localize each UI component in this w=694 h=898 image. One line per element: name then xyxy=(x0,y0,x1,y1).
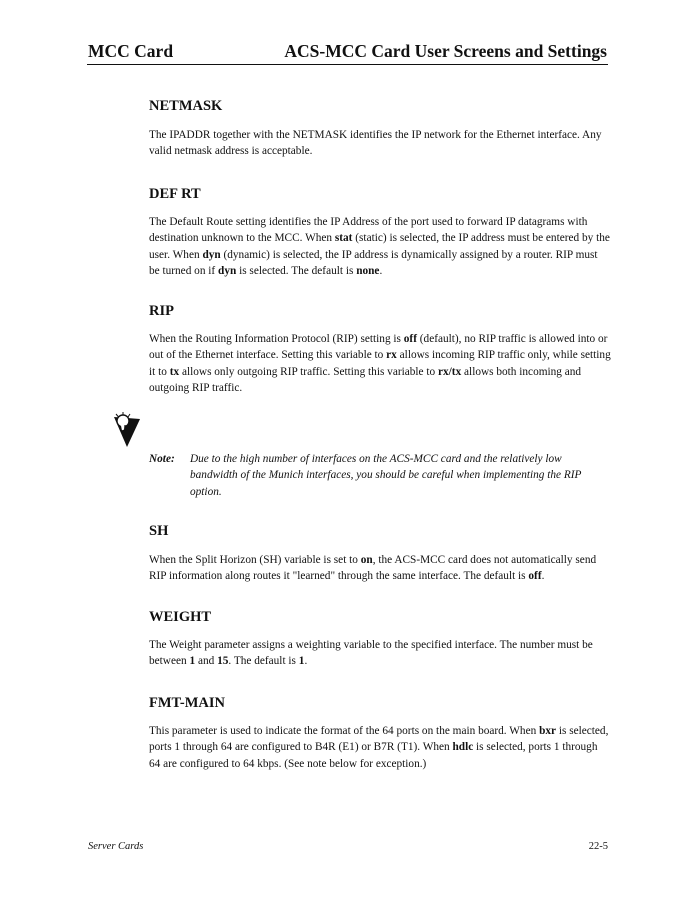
text-run: allows both incoming and outgoing RIP traffic. xyxy=(149,365,582,395)
section-heading: DEF RT xyxy=(149,186,201,202)
text-run: , the ACS-MCC card does not automatically send RIP information along routes it "learned" through the same interface. The default is xyxy=(149,554,597,583)
bold-term: rx/tx xyxy=(438,365,462,378)
bold-term: rx xyxy=(386,349,397,362)
text-run: This parameter is used to indicate the format of the 64 ports on the main board. When xyxy=(149,725,540,737)
note-text: Due to the high number of interfaces on the ACS-MCC card and the relatively low bandwidth of the Munich interfaces, you should be careful when implementing the RIP option. xyxy=(190,453,582,498)
section-heading: FMT-MAIN xyxy=(149,695,225,711)
bold-term: 15 xyxy=(217,655,229,668)
bold-term: hdlc xyxy=(452,741,474,754)
section-paragraph xyxy=(149,214,611,280)
page-number: 22-5 xyxy=(588,841,608,852)
text-run: allows incoming RIP traffic only, while setting it to xyxy=(149,349,611,378)
bold-term: on xyxy=(360,554,373,566)
section-heading: NETMASK xyxy=(149,98,223,114)
text-run: is selected. The default is xyxy=(236,265,357,278)
section-paragraph xyxy=(149,331,611,397)
section-paragraph xyxy=(149,552,611,585)
text-run: and xyxy=(195,655,218,668)
bold-term: 1 xyxy=(189,655,196,668)
bold-term: dyn xyxy=(218,265,237,278)
bold-term: none xyxy=(356,265,380,278)
section-paragraph xyxy=(149,637,611,670)
bold-term: off xyxy=(528,570,542,583)
text-run: is selected, ports 1 through 64 are configured to 64 kbps. (See note below for exception.) xyxy=(149,741,598,770)
text-run: is selected, ports 1 through 64 are configured to B4R (E1) or B7R (T1). When xyxy=(149,725,609,754)
text-run: . xyxy=(541,570,545,583)
text-run: The Weight parameter assigns a weighting variable to the specified interface. The number must be between xyxy=(149,639,593,668)
bold-term: stat xyxy=(334,232,353,245)
text-run: (dynamic) is selected, the IP address is dynamically assigned by a router. RIP must be turned on if xyxy=(149,248,598,278)
bold-term: off xyxy=(403,333,417,345)
header-right-title: ACS-MCC Card User Screens and Settings xyxy=(284,41,607,61)
section-heading: SH xyxy=(149,523,169,539)
section-paragraph xyxy=(149,127,611,160)
bold-term: 1 xyxy=(298,655,305,668)
header-left-title: MCC Card xyxy=(88,41,174,61)
text-run: allows only outgoing RIP traffic. Setting this variable to xyxy=(179,365,438,378)
bold-term: dyn xyxy=(202,248,221,261)
text-run: When the Split Horizon (SH) variable is set to xyxy=(149,554,361,566)
text-run: The IPADDR together with the NETMASK identifies the IP network for the Ethernet interface. Any valid netmask address is acceptable. xyxy=(149,129,602,158)
section-heading: WEIGHT xyxy=(149,609,212,625)
text-run: . xyxy=(304,655,308,668)
text-run: When the Routing Information Protocol (RIP) setting is xyxy=(149,333,404,345)
section-heading: RIP xyxy=(149,303,174,319)
bold-term: bxr xyxy=(539,725,557,737)
section-paragraph xyxy=(149,723,611,772)
text-run: (static) is selected, the IP address must be entered by the user. When xyxy=(149,232,610,261)
note-pointer-icon xyxy=(112,411,142,449)
text-run: . xyxy=(379,265,383,278)
header-rule xyxy=(87,64,608,65)
footer-left: Server Cards xyxy=(88,841,144,852)
note-label: Note: xyxy=(149,453,175,465)
bold-term: tx xyxy=(169,365,180,378)
text-run: (default), no RIP traffic is allowed into or out of the Ethernet interface. Setting this variable to xyxy=(149,333,608,362)
text-run: . The default is xyxy=(228,655,299,668)
text-run: The Default Route setting identifies the IP Address of the port used to forward IP datagrams with destination unknown to the MCC. When xyxy=(149,216,588,245)
